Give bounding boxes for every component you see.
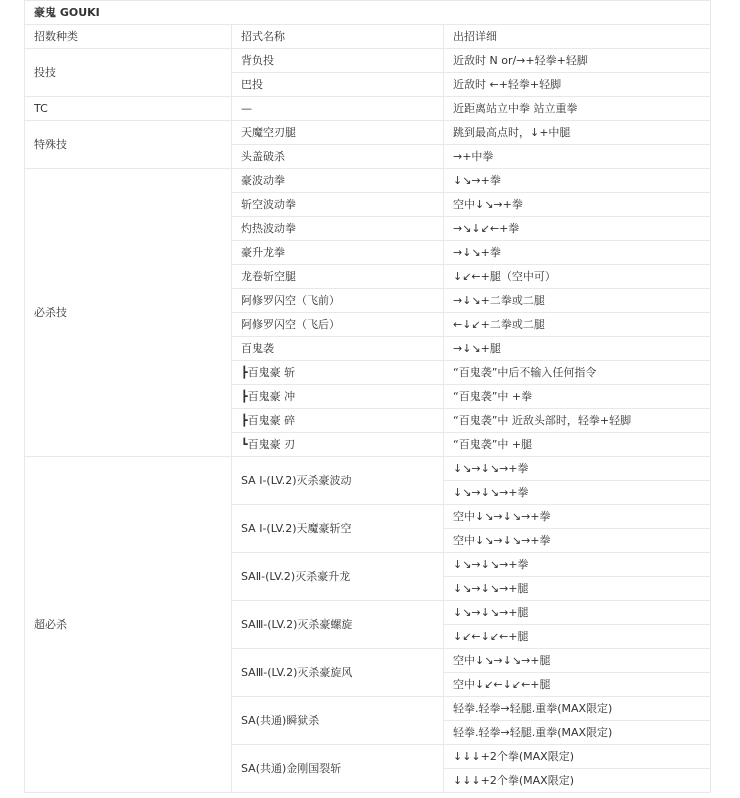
table-row (25, 97, 711, 121)
move-input: 近敌时 N or/→+轻拳+轻脚 (444, 49, 711, 73)
category-super: 超必杀 (25, 457, 232, 793)
move-name: — (232, 97, 444, 121)
move-input: →↘↓↙←+拳 (444, 217, 711, 241)
header-name: 招式名称 (232, 25, 444, 49)
move-name: 背负投 (232, 49, 444, 73)
move-input: ↓↘→↓↘→+拳 (444, 457, 711, 481)
move-name: SA Ⅰ-(LV.2)天魔豪斩空 (232, 505, 444, 553)
move-name: 阿修罗闪空（飞后） (232, 313, 444, 337)
table-caption: 豪鬼 GOUKI (25, 1, 711, 25)
move-input: 空中↓↘→↓↘→+腿 (444, 649, 711, 673)
move-list-table (24, 0, 711, 793)
move-input: ↓↙←+腿（空中可） (444, 265, 711, 289)
move-name: ┣百鬼豪 碎 (232, 409, 444, 433)
move-input: ←↓↙+二拳或二腿 (444, 313, 711, 337)
category-hissatsu: 必杀技 (25, 169, 232, 457)
move-input: →↓↘+二拳或二腿 (444, 289, 711, 313)
table-caption-row (25, 1, 711, 25)
move-name: 豪波动拳 (232, 169, 444, 193)
move-name: SA(共通)金刚国裂斩 (232, 745, 444, 793)
move-input: “百鬼袭”中 +拳 (444, 385, 711, 409)
move-input: ↓↓↓+2个拳(MAX限定) (444, 769, 711, 793)
move-input: 轻拳.轻拳→轻腿.重拳(MAX限定) (444, 697, 711, 721)
move-input: ↓↓↓+2个拳(MAX限定) (444, 745, 711, 769)
move-name: SAⅢ-(LV.2)灭杀豪螺旋 (232, 601, 444, 649)
move-name: SA(共通)瞬狱杀 (232, 697, 444, 745)
move-name: ┗百鬼豪 刃 (232, 433, 444, 457)
header-detail: 出招详细 (444, 25, 711, 49)
move-input: 空中↓↘→↓↘→+拳 (444, 505, 711, 529)
move-input: 轻拳.轻拳→轻腿.重拳(MAX限定) (444, 721, 711, 745)
table-bottom-divider (24, 792, 710, 793)
move-name: SA Ⅰ-(LV.2)灭杀豪波动 (232, 457, 444, 505)
move-name: ┣百鬼豪 斩 (232, 361, 444, 385)
move-input: “百鬼袭”中后不输入任何指令 (444, 361, 711, 385)
move-input: “百鬼袭”中 +腿 (444, 433, 711, 457)
move-input: →+中拳 (444, 145, 711, 169)
move-input: 空中↓↘→↓↘→+拳 (444, 529, 711, 553)
table-row (25, 49, 711, 73)
move-input: “百鬼袭”中 近敌头部时，轻拳+轻脚 (444, 409, 711, 433)
move-input: ↓↘→↓↘→+腿 (444, 601, 711, 625)
move-name: 斩空波动拳 (232, 193, 444, 217)
move-name: 灼热波动拳 (232, 217, 444, 241)
move-list-container (24, 0, 710, 793)
move-name: 巴投 (232, 73, 444, 97)
move-input: ↓↘→↓↘→+拳 (444, 481, 711, 505)
move-input: ↓↘→↓↘→+拳 (444, 553, 711, 577)
move-input: ↓↘→+拳 (444, 169, 711, 193)
move-name: 豪升龙拳 (232, 241, 444, 265)
table-row (25, 457, 711, 481)
category-special: 特殊技 (25, 121, 232, 169)
move-name: 百鬼袭 (232, 337, 444, 361)
move-input: 近距离站立中拳 站立重拳 (444, 97, 711, 121)
move-name: 龙卷斩空腿 (232, 265, 444, 289)
move-input: →↓↘+拳 (444, 241, 711, 265)
move-name: 天魔空刃腿 (232, 121, 444, 145)
category-tc: TC (25, 97, 232, 121)
category-throws: 投技 (25, 49, 232, 97)
move-input: ↓↙←↓↙←+腿 (444, 625, 711, 649)
move-name: SAⅡ-(LV.2)灭杀豪升龙 (232, 553, 444, 601)
table-row (25, 121, 711, 145)
move-input: 跳到最高点时，↓+中腿 (444, 121, 711, 145)
move-name: SAⅢ-(LV.2)灭杀豪旋风 (232, 649, 444, 697)
move-input: 近敌时 ←+轻拳+轻脚 (444, 73, 711, 97)
move-input: ↓↘→↓↘→+腿 (444, 577, 711, 601)
move-input: 空中↓↘→+拳 (444, 193, 711, 217)
move-input: →↓↘+腿 (444, 337, 711, 361)
move-name: 头盖破杀 (232, 145, 444, 169)
table-row (25, 169, 711, 193)
move-input: 空中↓↙←↓↙←+腿 (444, 673, 711, 697)
header-type: 招数种类 (25, 25, 232, 49)
move-name: 阿修罗闪空（飞前） (232, 289, 444, 313)
move-name: ┣百鬼豪 冲 (232, 385, 444, 409)
table-header-row (25, 25, 711, 49)
